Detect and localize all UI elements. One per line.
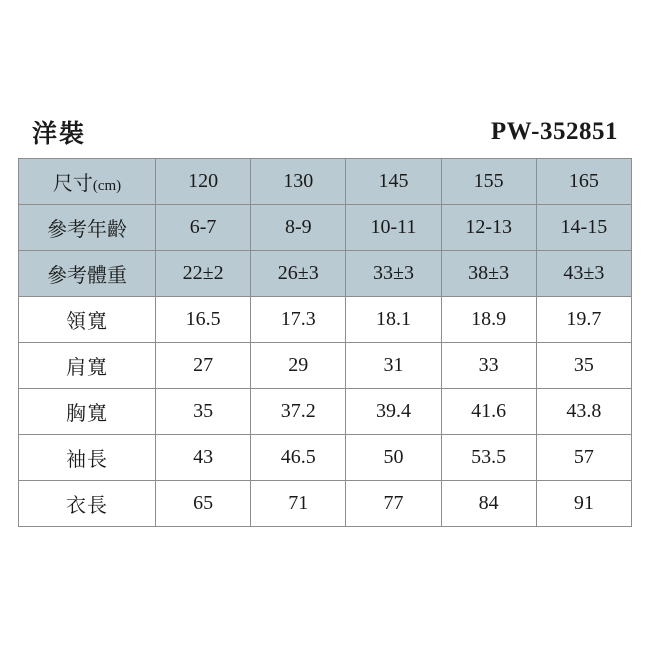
table-cell: 18.9 [441,297,536,343]
row-label: 胸寬 [19,389,156,435]
table-cell: 46.5 [251,435,346,481]
table-cell: 22±2 [156,251,251,297]
row-label: 袖長 [19,435,156,481]
table-row [19,159,632,205]
table-cell: 41.6 [441,389,536,435]
table-cell: 31 [346,343,441,389]
table-cell: 145 [346,159,441,205]
size-table [18,158,632,527]
table-cell: 120 [156,159,251,205]
row-label: 參考體重 [19,251,156,297]
table-cell: 165 [536,159,631,205]
table-cell: 29 [251,343,346,389]
table-row [19,481,632,527]
page-title: 洋裝 [32,121,87,148]
chart-header [32,112,618,152]
table-cell: 43±3 [536,251,631,297]
table-cell: 77 [346,481,441,527]
table-cell: 53.5 [441,435,536,481]
table-cell: 35 [536,343,631,389]
table-cell: 8-9 [251,205,346,251]
table-cell: 71 [251,481,346,527]
table-cell: 50 [346,435,441,481]
table-cell: 17.3 [251,297,346,343]
table-row [19,343,632,389]
table-cell: 16.5 [156,297,251,343]
table-cell: 33±3 [346,251,441,297]
table-cell: 65 [156,481,251,527]
row-label: 領寬 [19,297,156,343]
row-label: 參考年齡 [19,205,156,251]
table-row [19,435,632,481]
table-cell: 130 [251,159,346,205]
size-table-body [19,159,632,527]
row-label-text: 尺寸 [52,173,93,195]
table-cell: 39.4 [346,389,441,435]
table-cell: 35 [156,389,251,435]
row-label: 肩寬 [19,343,156,389]
table-cell: 37.2 [251,389,346,435]
table-cell: 33 [441,343,536,389]
size-table-wrapper [18,158,632,527]
table-cell: 18.1 [346,297,441,343]
table-cell: 14-15 [536,205,631,251]
table-cell: 12-13 [441,205,536,251]
table-cell: 10-11 [346,205,441,251]
product-code: PW-352851 [490,118,618,145]
table-cell: 43.8 [536,389,631,435]
table-cell: 43 [156,435,251,481]
table-row [19,205,632,251]
table-cell: 27 [156,343,251,389]
row-label-unit: (cm) [92,178,122,194]
table-cell: 57 [536,435,631,481]
table-cell: 91 [536,481,631,527]
row-label [19,159,156,205]
table-row [19,297,632,343]
table-cell: 19.7 [536,297,631,343]
table-cell: 6-7 [156,205,251,251]
table-cell: 155 [441,159,536,205]
table-cell: 84 [441,481,536,527]
row-label: 衣長 [19,481,156,527]
table-cell: 26±3 [251,251,346,297]
table-row [19,389,632,435]
table-cell: 38±3 [441,251,536,297]
table-row [19,251,632,297]
